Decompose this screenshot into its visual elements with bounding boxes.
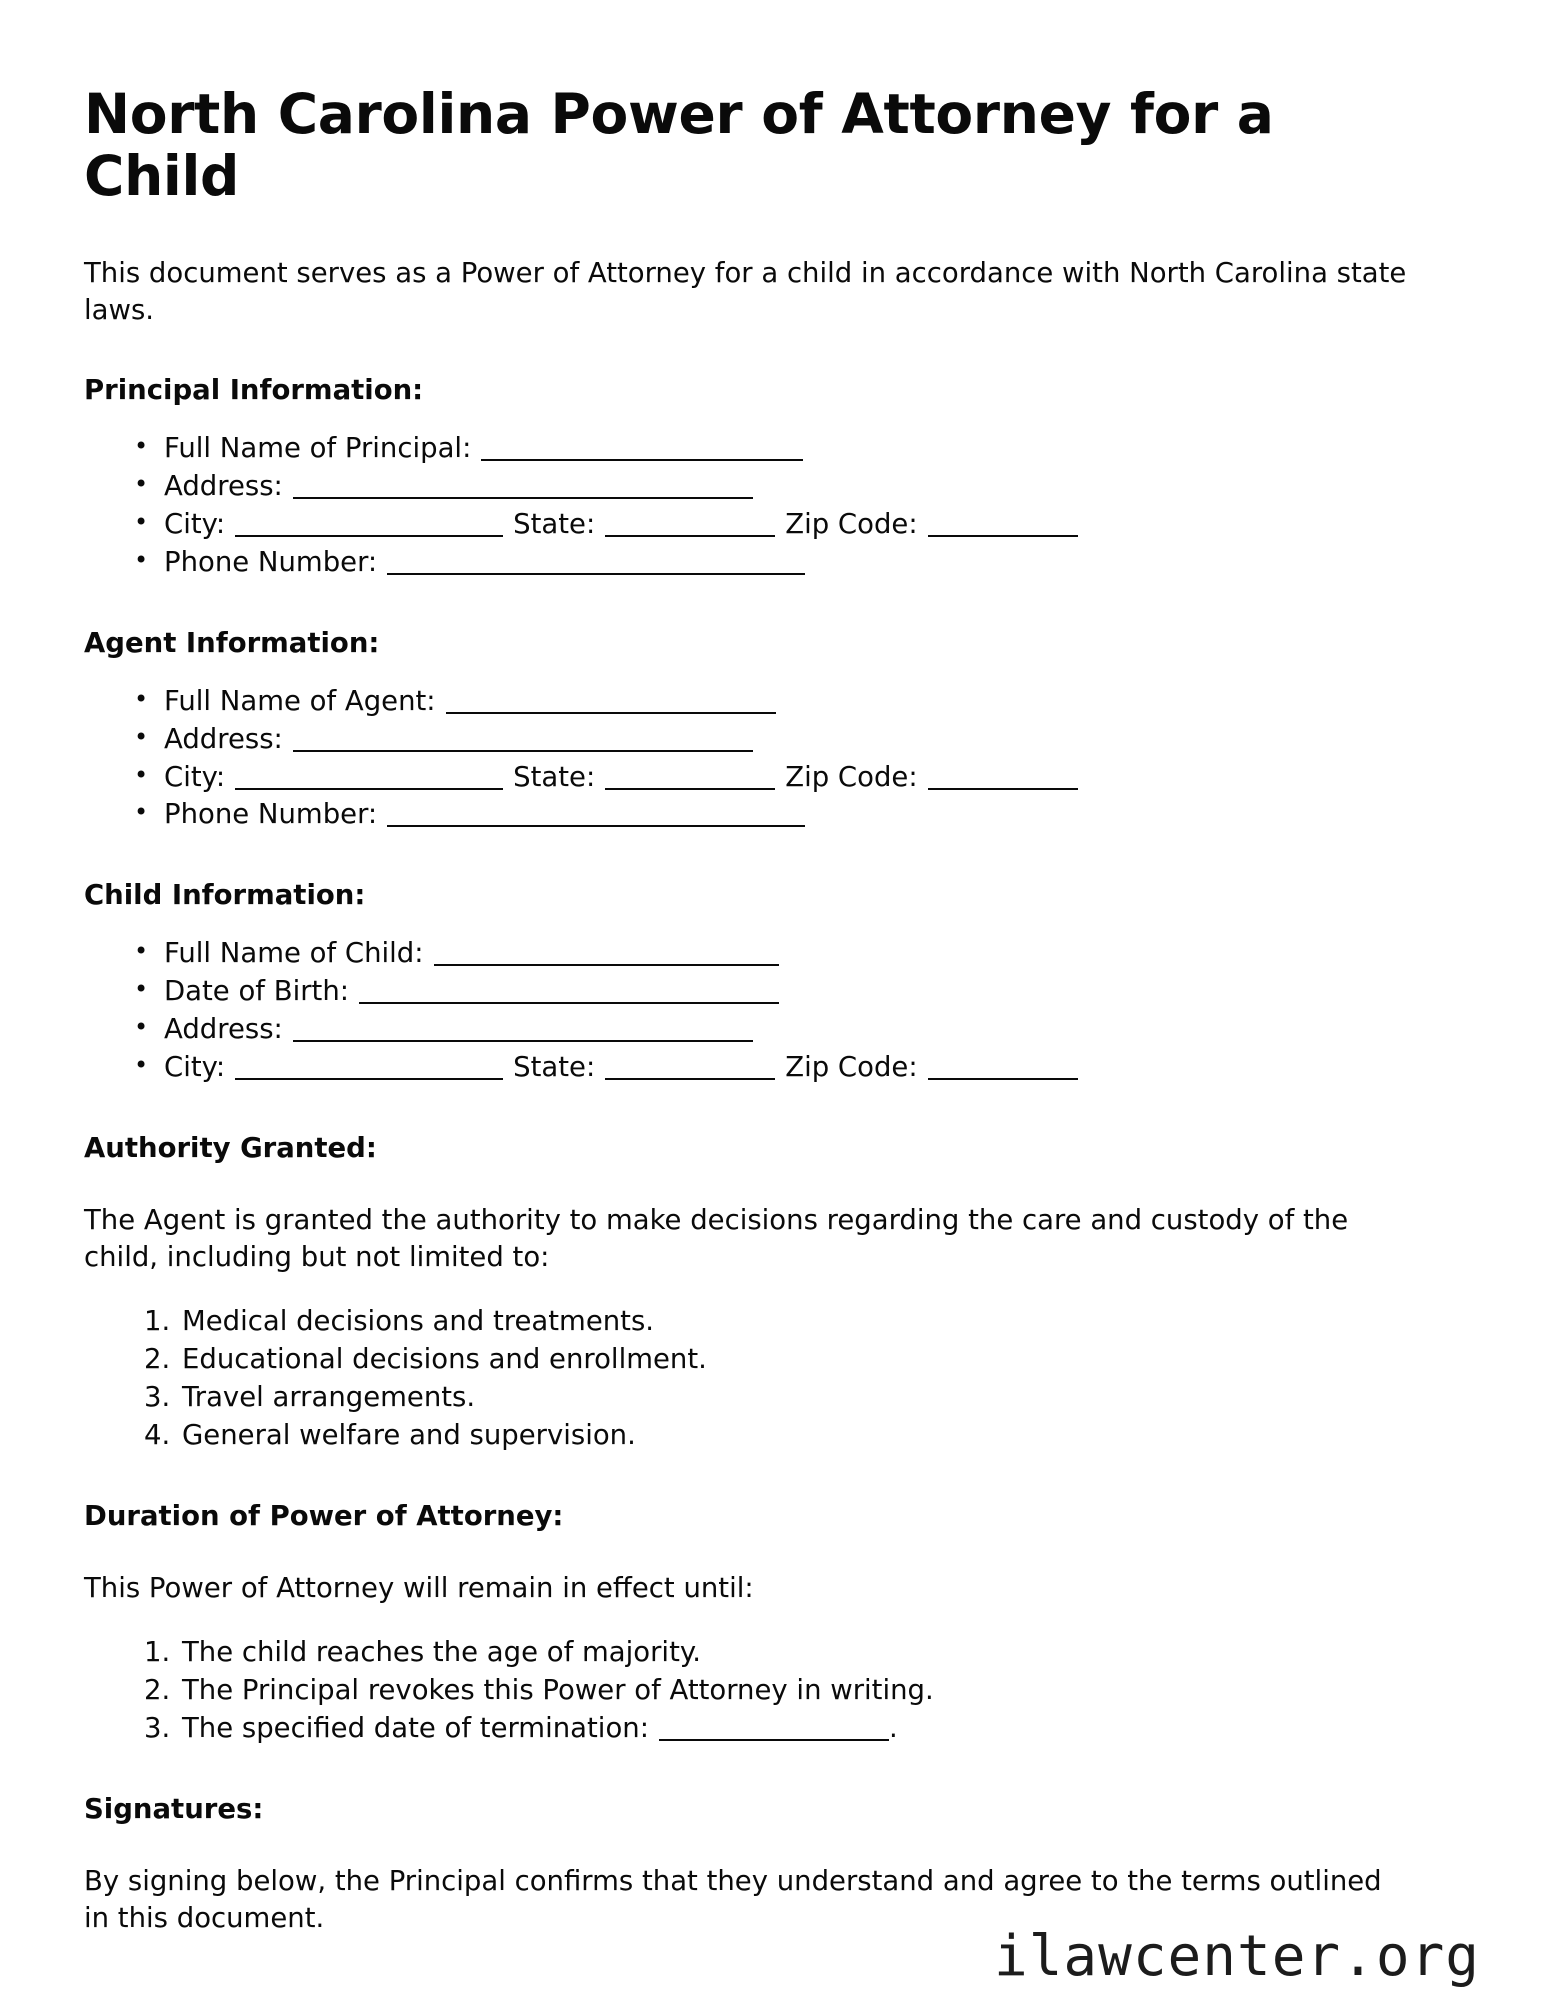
principal-address-field <box>126 468 1470 506</box>
principal-phone-field <box>126 544 1470 582</box>
authority-granted-paragraph: The Agent is granted the authority to make decisions regarding the care and custody of the child, including but not limited to: <box>84 1204 1349 1273</box>
principal-city-label: City: <box>164 507 226 540</box>
principal-zip-label: Zip Code: <box>785 507 918 540</box>
principal-phone-label: Phone Number: <box>164 545 378 578</box>
child-city-state-zip-field <box>126 1049 1470 1087</box>
agent-city-state-zip-field <box>126 759 1470 797</box>
principal-zip-blank[interactable] <box>928 515 1078 537</box>
agent-city-label: City: <box>164 760 226 793</box>
child-city-blank[interactable] <box>235 1058 503 1080</box>
principal-information-heading: Principal Information: <box>84 373 424 406</box>
agent-fields-list <box>84 683 1470 835</box>
page-title: North Carolina Power of Attorney for a Child <box>84 82 1274 208</box>
child-city-label: City: <box>164 1051 226 1084</box>
child-address-blank[interactable] <box>293 1020 753 1042</box>
agent-phone-field <box>126 796 1470 834</box>
child-address-field <box>126 1011 1470 1049</box>
principal-state-blank[interactable] <box>605 515 775 537</box>
agent-phone-blank[interactable] <box>387 805 805 827</box>
agent-state-label: State: <box>513 760 596 793</box>
agent-address-blank[interactable] <box>293 730 753 752</box>
termination-date-blank[interactable] <box>659 1719 889 1741</box>
site-watermark: ilawcenter.org <box>993 1924 1480 1989</box>
list-item: The child reaches the age of majority. <box>182 1636 701 1669</box>
intro-paragraph: This document serves as a Power of Attorney for a child in accordance with North Carolina state laws. <box>84 257 1407 327</box>
agent-city-blank[interactable] <box>235 768 503 790</box>
principal-city-blank[interactable] <box>235 515 503 537</box>
child-information-heading: Child Information: <box>84 879 366 912</box>
child-full-name-field <box>126 935 1470 973</box>
agent-full-name-blank[interactable] <box>446 692 776 714</box>
list-item: Medical decisions and treatments. <box>182 1305 655 1338</box>
child-zip-label: Zip Code: <box>785 1051 918 1084</box>
termination-date-period: . <box>888 1712 898 1745</box>
agent-address-field <box>126 721 1470 759</box>
principal-city-state-zip-field <box>126 506 1470 544</box>
child-dob-field <box>126 973 1470 1011</box>
authority-granted-heading: Authority Granted: <box>84 1132 377 1165</box>
agent-state-blank[interactable] <box>605 768 775 790</box>
duration-list <box>84 1634 1470 1748</box>
principal-address-blank[interactable] <box>293 477 753 499</box>
child-address-label: Address: <box>164 1013 283 1046</box>
child-state-label: State: <box>513 1051 596 1084</box>
child-fields-list <box>84 935 1470 1087</box>
principal-address-label: Address: <box>164 469 283 502</box>
list-item: The Principal revokes this Power of Attorney in writing. <box>182 1674 934 1707</box>
child-dob-blank[interactable] <box>359 982 779 1004</box>
agent-zip-blank[interactable] <box>928 768 1078 790</box>
child-full-name-blank[interactable] <box>434 944 779 966</box>
child-full-name-label: Full Name of Child: <box>164 937 424 970</box>
signatures-heading: Signatures: <box>84 1793 264 1826</box>
principal-phone-blank[interactable] <box>387 553 805 575</box>
signatures-paragraph: By signing below, the Principal confirms that they understand and agree to the terms outlined in this document. <box>84 1865 1382 1935</box>
child-state-blank[interactable] <box>605 1058 775 1080</box>
duration-paragraph: This Power of Attorney will remain in effect until: <box>84 1572 754 1605</box>
agent-full-name-label: Full Name of Agent: <box>164 684 436 717</box>
child-zip-blank[interactable] <box>928 1058 1078 1080</box>
agent-zip-label: Zip Code: <box>785 760 918 793</box>
child-dob-label: Date of Birth: <box>164 975 350 1008</box>
principal-fields-list <box>84 430 1470 582</box>
list-item: Educational decisions and enrollment. <box>182 1343 707 1376</box>
list-item: General welfare and supervision. <box>182 1419 636 1452</box>
agent-full-name-field <box>126 683 1470 721</box>
agent-address-label: Address: <box>164 722 283 755</box>
list-item: Travel arrangements. <box>182 1381 476 1414</box>
principal-full-name-blank[interactable] <box>481 439 803 461</box>
agent-phone-label: Phone Number: <box>164 798 378 831</box>
duration-heading: Duration of Power of Attorney: <box>84 1500 564 1533</box>
agent-information-heading: Agent Information: <box>84 626 380 659</box>
principal-full-name-label: Full Name of Principal: <box>164 431 472 464</box>
authority-granted-list <box>84 1303 1470 1455</box>
principal-state-label: State: <box>513 507 596 540</box>
termination-date-label: The specified date of termination: <box>182 1712 649 1745</box>
termination-date-item <box>144 1710 1470 1748</box>
principal-full-name-field <box>126 430 1470 468</box>
